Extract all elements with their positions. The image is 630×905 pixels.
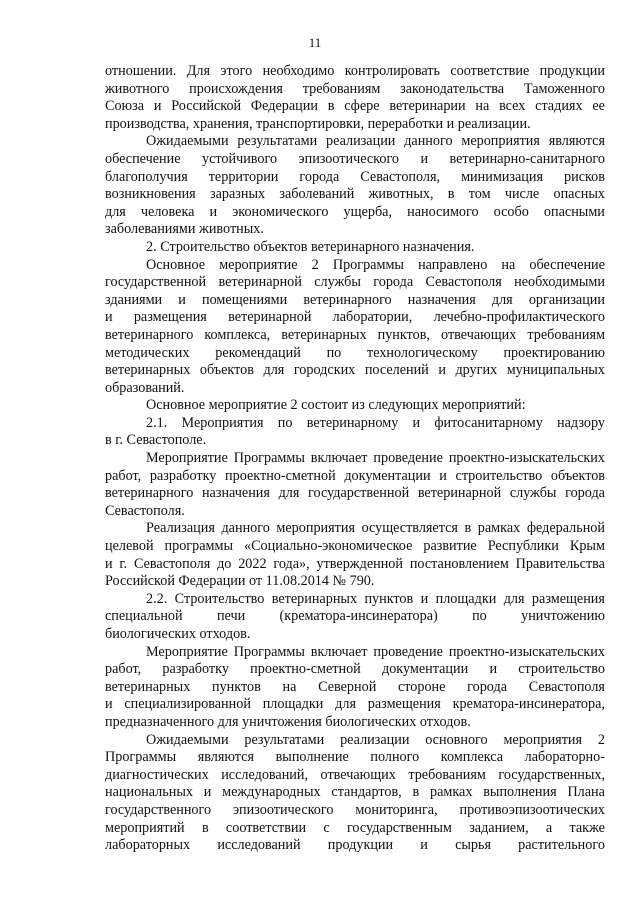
page-number: 11 [308, 35, 322, 50]
text-line: ветеринарных объектов для городских поселений и других муниципальных [105, 362, 605, 379]
paragraph [105, 63, 605, 133]
text-line: ветеринарного комплекса, ветеринарных пунктов, отвечающих требованиям [105, 326, 605, 343]
paragraph [105, 450, 605, 520]
text-line: обеспечение устойчивого эпизоотического и ветеринарно-санитарного [105, 150, 605, 167]
text-line: Мероприятие Программы включает проведение проектно-изыскательских [146, 643, 605, 660]
text-line: государственной ветеринарной службы города Севастополя необходимыми [105, 274, 605, 291]
text-line: Основное мероприятие 2 состоит из следующих мероприятий: [146, 397, 526, 414]
text-line: 2. Строительство объектов ветеринарного назначения. [146, 238, 475, 255]
text-line: образований. [105, 379, 185, 396]
text-line: биологических отходов. [105, 626, 251, 642]
text-line: Реализация данного мероприятия осуществляется в рамках федеральной [146, 520, 605, 537]
text-line: Севастополя. [105, 502, 185, 519]
text-line: и специализированной площадки для размещения крематора-инсинератора, [105, 696, 605, 713]
text-line: предназначенного для уничтожения биологических отходов. [105, 713, 471, 730]
text-line: в г. Севастополе. [105, 432, 207, 449]
text-line: методических рекомендаций по технологическому проектированию [105, 344, 605, 361]
text-line: для человека и экономического ущерба, наносимого особо опасными [105, 203, 605, 220]
text-line: заболеваниями животных. [105, 221, 264, 238]
text-line: лабораторных исследований продукции и сырья растительного [105, 837, 605, 854]
text-line: Ожидаемыми результатами реализации данного мероприятия являются [146, 133, 605, 150]
paragraph [105, 644, 605, 732]
text-line: производства, хранения, транспортировки, переработки и реализации. [105, 115, 531, 132]
text-line: Ожидаемыми результатами реализации основного мероприятия 2 [146, 731, 605, 748]
paragraph [105, 415, 605, 450]
text-line: Российской Федерации от 11.08.2014 № 790. [105, 573, 375, 590]
text-line: работ, разработку проектно-сметной документации и строительство [105, 661, 605, 678]
text-line: Мероприятие Программы включает проведение проектно-изыскательских [146, 450, 605, 467]
text-line: государственного эпизоотического мониторинга, противоэпизоотических [105, 801, 605, 818]
text-line: животного происхождения требованиям законодательства Таможенного [105, 80, 605, 97]
text-line: Основное мероприятие 2 Программы направлено на обеспечение [146, 256, 605, 273]
text-line: ветеринарных пунктов на Северной стороне города Севастополя [105, 678, 605, 695]
paragraph [105, 397, 605, 415]
text-line: зданиями и помещениями ветеринарного назначения для организации [105, 291, 605, 308]
text-line: специальной печи (крематора-инсинератора) по уничтожению [105, 608, 605, 625]
text-line: 2.2. Строительство ветеринарных пунктов и площадки для размещения [146, 590, 605, 607]
text-line: возникновения заразных заболеваний животных, в том числе опасных [105, 186, 605, 203]
paragraph [105, 591, 605, 644]
text-line: и размещения ветеринарной лаборатории, лечебно-профилактического [105, 309, 605, 326]
text-line: благополучия территории города Севастополя, минимизация рисков [105, 168, 605, 185]
text-line: национальных и международных стандартов, в рамках выполнения Плана [105, 784, 605, 801]
text-line: и г. Севастополя до 2022 года», утвержденной постановлением Правительства [105, 555, 605, 572]
text-line: диагностических исследований, отвечающих требованиям государственных, [105, 766, 605, 783]
paragraph [105, 732, 605, 855]
text-line: Программы являются выполнение полного комплекса лабораторно- [105, 749, 605, 766]
text-line: Союза и Российской Федерации в сфере ветеринарии на всех стадиях ее [105, 98, 605, 115]
paragraph [105, 239, 605, 257]
paragraph [105, 257, 605, 398]
text-line: работ, разработку проектно-сметной документации и строительство объектов [105, 467, 605, 484]
paragraph [105, 133, 605, 239]
text-line: мероприятий в соответствии с государственным заданием, а также [105, 819, 605, 836]
paragraph [105, 520, 605, 590]
text-line: целевой программы «Социально-экономическое развитие Республики Крым [105, 538, 605, 555]
text-line: 2.1. Мероприятия по ветеринарному и фитосанитарному надзору [146, 414, 605, 431]
text-line: отношении. Для этого необходимо контролировать соответствие продукции [105, 63, 605, 79]
document-body [105, 63, 605, 855]
text-line: ветеринарного назначения для государственной ветеринарной службы города [105, 485, 605, 502]
